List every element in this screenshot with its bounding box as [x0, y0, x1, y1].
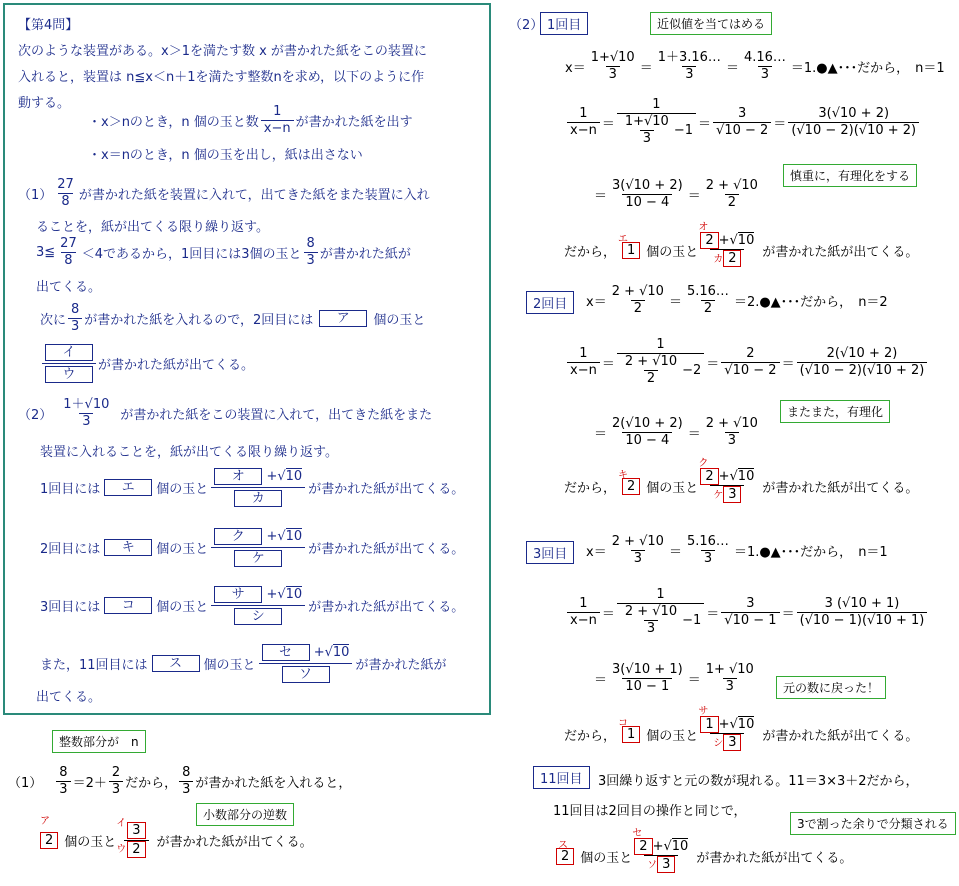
r1-frac-a-num: 1+√10 [590, 50, 635, 65]
r3-ans-ko: 1 [622, 726, 640, 743]
row-1-plus: + [266, 469, 278, 484]
sol1-frac-2 [109, 765, 123, 798]
r1-complex-frac [617, 97, 696, 147]
row-1-fraction: オ +√10 カ [214, 468, 302, 507]
q1-ineq-fraction-2 [304, 236, 318, 269]
intro-line-2: 入れると，装置は n≦x＜n＋1を満たす整数nを求め，以下のように作 [18, 70, 425, 85]
row-1-mid: 個の玉と [156, 482, 209, 497]
q1-ineq-mid: ＜4であるから，1回目には3個の玉と [81, 247, 302, 262]
r3-step-b-den: √10 − 1 [721, 612, 779, 629]
answer-box-e[interactable]: エ [104, 479, 152, 496]
q1-line-4: 出てくる。 [36, 280, 102, 295]
r1-inner-den: 3 [640, 130, 654, 147]
sol1-ans-i: 3 [127, 822, 145, 839]
sol1-eq-post2: が書かれた紙を入れると， [195, 776, 352, 791]
q1-num: 27 [57, 177, 74, 192]
kana-a: ア [40, 816, 50, 827]
intro-line-1: 次のような装置がある。x＞1を満たす数 x が書かれた紙をこの装置に [18, 44, 427, 59]
callout-rationalize: 慎重に，有理化をする [783, 164, 917, 187]
q1-last [40, 344, 254, 383]
r3-frac-a-num: 2 + √10 [611, 534, 664, 549]
r2-complex-frac [617, 337, 704, 387]
row-2-fraction: ク +√10 ケ [214, 528, 302, 567]
r1-ans-sqrt: 10 [737, 233, 755, 248]
r1-frac-c-den: 3 [758, 66, 772, 83]
row-3-mid: 個の玉と [156, 600, 209, 615]
q1-ineq-fraction [57, 236, 80, 269]
r1-frac-b-num: 1＋3.16… [657, 50, 721, 65]
r11-mid: 個の玉と [580, 850, 633, 866]
sol1-post: が書かれた紙が出てくる。 [156, 834, 313, 850]
r11-ans-sqrt: 10 [671, 839, 689, 854]
q1-text-1: が書かれた紙を装置に入れて，出てきた紙をまた装置に入れ [78, 188, 430, 203]
sol1-mid: 個の玉と [64, 834, 117, 850]
row-3-plus: + [266, 587, 278, 602]
row-11-line-2: 出てくる。 [36, 690, 102, 705]
r1-step-b-num: 3 [738, 105, 747, 121]
r2-step-c-num: 2(√10 + 2) [826, 345, 898, 361]
row-3-sqrt: 10 [285, 587, 303, 602]
r2-ans-ke: 3 [723, 486, 741, 503]
q1-ineq-fden: 3 [304, 252, 318, 269]
q2-row-3 [40, 586, 464, 625]
label-round-11: 11回目 [533, 766, 590, 789]
q2-den: 3 [79, 413, 93, 430]
r2-step-b [721, 346, 779, 379]
sol1-frac-1-num: 8 [59, 765, 68, 780]
r2-answer [564, 458, 919, 504]
sol1-frac-3 [179, 765, 193, 798]
q1-last-text: が書かれた紙が出てくる。 [98, 358, 255, 373]
r2-frac-a-num: 2 + √10 [611, 284, 664, 299]
intro-line-3: 動する。 [18, 96, 71, 111]
r1-post: が書かれた紙が出てくる。 [762, 244, 919, 260]
rule-1-post: が書かれた紙を出す [295, 115, 413, 130]
row-2-sqrt: 10 [285, 529, 303, 544]
r1-frac-c [741, 50, 789, 83]
r2-frac-b-den: 2 [701, 300, 715, 317]
rule-1-num: 1 [273, 104, 282, 119]
row-2-plus: + [266, 529, 278, 544]
kana-se: セ [632, 828, 643, 839]
r2-step-e-num: 2 + √10 [705, 416, 758, 431]
label-round-1: 1回目 [540, 12, 588, 35]
r2-step-b-num: 2 [746, 345, 755, 361]
r3-step-c-num: 3 (√10 + 1) [824, 595, 900, 611]
r3-post: が書かれた紙が出てくる。 [762, 728, 919, 744]
r1-step-e-num: 2 + √10 [705, 178, 758, 193]
r1-inv [567, 106, 600, 139]
r3-complex-frac [617, 587, 704, 637]
r3-ans-sa: 1 [700, 716, 718, 733]
r2-simplify-line: ＝ $\frac{2(√10 + 2)}{10 - 4}$ ＝ $\frac{2 + √10}{3}$ [594, 416, 763, 449]
r11-ans-su: 2 [556, 848, 574, 865]
callout-remainder: 3で割った余りで分類される [790, 812, 956, 835]
q1-next-mid: が書かれた紙を入れるので，2回目には [84, 313, 314, 328]
callout-rationalize-2: またまた，有理化 [780, 400, 890, 423]
r11-ans-se: 2 [634, 838, 652, 855]
kana-su: ス [558, 839, 568, 851]
label-round-2: 2回目 [526, 291, 574, 314]
r2-inner-frac [622, 354, 680, 387]
r2-mid: 個の玉と [646, 480, 699, 496]
r3-simplify-line: ＝ $\frac{3(√10 + 1)}{10 - 1}$ ＝ $\frac{1+ √10}{3}$ [594, 662, 759, 695]
r2-step-b-den: √10 − 2 [721, 362, 779, 379]
sol1-ans-fraction [116, 818, 148, 858]
row-11-post: が書かれた紙が [355, 658, 447, 673]
r1-frac-b [655, 50, 724, 83]
r3-mid: 個の玉と [646, 728, 699, 744]
r3-frac-a [609, 534, 667, 567]
sol1-frac-3-den: 3 [179, 781, 193, 798]
row-1-sqrt: 10 [285, 469, 303, 484]
q1-next-den: 3 [68, 318, 82, 335]
r3-frac-b-den: 3 [701, 550, 715, 567]
r1-ans-fraction: オ 2 +√10 カ 2 [698, 222, 755, 266]
r3-step-b-num: 3 [746, 595, 755, 611]
r2-x-line: x＝ $\frac{2 + √10}{2}$ ＝ $\frac{5.16\dots}{2}$ ＝2.●▲･･･だから， n＝2 [586, 284, 888, 316]
r1-step-c-den: (√10 − 2)(√10 + 2) [788, 122, 919, 139]
row-11-sqrt: 10 [332, 645, 350, 660]
row-11-mid: 個の玉と [203, 658, 256, 673]
r3-step-b [721, 596, 779, 629]
kana-ka: カ [713, 254, 724, 265]
kana-ku: ク [698, 458, 709, 469]
r11-ans-plus: + [652, 839, 664, 854]
row-2-mid: 個の玉と [156, 542, 209, 557]
answer-box-sa[interactable]: サ [214, 586, 262, 603]
sol1-mark: （1） [8, 776, 43, 791]
r2-ans-ki: 2 [622, 478, 640, 495]
r2-step-e [703, 416, 761, 449]
q1-line-1 [18, 177, 430, 210]
r1-frac-b-den: 3 [682, 66, 696, 83]
q2-row-2 [40, 528, 464, 567]
kana-ko: コ [618, 717, 629, 729]
q2-fraction [60, 397, 112, 430]
q1-next-fraction [68, 302, 82, 335]
r3-ans-sqrt: 10 [737, 717, 755, 732]
r11-line-b: 11回目は2回目の操作と同じで， [553, 804, 747, 819]
r2-step-c-den: (√10 − 2)(√10 + 2) [797, 362, 928, 379]
r1-ans-plus: + [718, 233, 730, 248]
r3-inv [567, 596, 600, 629]
rule-1-fraction [261, 104, 294, 137]
r1-dakara: だから， [564, 244, 617, 260]
r3-frac-a-den: 3 [631, 550, 645, 567]
r3-step-d-den: 10 − 1 [622, 678, 672, 695]
rule-2: ・x＝nのとき，n 個の玉を出し，紙は出さない [88, 148, 363, 163]
r3-inv-num: 1 [579, 595, 588, 611]
r1-step-e [703, 178, 761, 211]
r2-frac-a-den: 2 [631, 300, 645, 317]
row-11-fraction: セ +√10 ソ [262, 644, 350, 683]
r2-complex-num: 1 [656, 337, 665, 352]
kana-i: イ [116, 818, 127, 829]
r1-inner-minus: −1 [673, 122, 694, 138]
answer-box-ko[interactable]: コ [104, 597, 152, 614]
r2-inner-den: 2 [644, 370, 658, 387]
row-1-pre: 1回目には [40, 482, 101, 497]
sol1-frac-3-num: 8 [182, 765, 191, 780]
r3-step-c [797, 596, 928, 629]
q1-answer-fraction [42, 344, 96, 383]
r1-step-d-den: 10 − 4 [622, 194, 672, 211]
answer-box-ku[interactable]: ク [214, 528, 262, 545]
callout-back-to-original: 元の数に戻った！ [776, 676, 886, 699]
r3-step-e [703, 662, 757, 695]
sol1-frac-1-den: 3 [56, 781, 70, 798]
r2-inverse-line: $\frac{1}{x-n}$ ＝ 1 $\frac{2 + √10}{2}$ −2 ＝ $\frac{2}{√10 - 2}$ ＝ $\frac{2(√10 + 2)}{(√10 - 2)(√10 + 2)}$ [565, 337, 929, 387]
r3-ans-shi: 3 [723, 734, 741, 751]
sol1-eq-post: だから， [125, 776, 178, 791]
r1-ans-e: 1 [622, 242, 640, 259]
q1-fraction [54, 177, 77, 210]
r2-ans-ku: 2 [700, 468, 718, 485]
row-2-pre: 2回目には [40, 542, 101, 557]
r1-simplify-line: ＝ $\frac{3(√10 + 2)}{10 - 4}$ ＝ $\frac{2 + √10}{2}$ [594, 178, 763, 211]
r2-x-eq: x＝ [586, 295, 607, 310]
row-3-pre: 3回目には [40, 600, 101, 615]
r11-ans-fraction: セ 2 +√10 ソ 3 [632, 828, 689, 872]
sol2-mark: （2） [509, 18, 544, 33]
r3-step-e-num: 1+ √10 [705, 662, 754, 677]
q2-line-1 [18, 397, 432, 430]
r2-step-d [609, 416, 686, 449]
answer-box-su[interactable]: ス [152, 655, 200, 672]
sol1-eq: ＝2＋ [72, 776, 107, 791]
r3-x-eq: x＝ [586, 545, 607, 560]
r3-frac-b [684, 534, 732, 567]
r3-inner-num: 2 + √10 [624, 604, 678, 619]
kana-e: エ [618, 233, 629, 245]
r3-step-d [609, 662, 686, 695]
q2-row-11 [40, 644, 446, 683]
r3-dakara: だから， [564, 728, 617, 744]
r1-x-eq: x＝ [565, 61, 586, 76]
r2-step-d-den: 10 − 4 [622, 432, 672, 449]
r1-step-e-den: 2 [725, 194, 739, 211]
r1-n: n＝1 [915, 61, 945, 76]
r1-step-d-num: 3(√10 + 2) [612, 178, 683, 193]
r3-step-d-num: 3(√10 + 1) [612, 662, 683, 677]
label-round-3: 3回目 [526, 541, 574, 564]
r2-frac-b [684, 284, 732, 317]
r1-step-c-num: 3(√10 + 2) [818, 105, 890, 121]
kana-ki: キ [618, 469, 629, 481]
r1-ans-ka: 2 [723, 250, 741, 267]
r11-post: が書かれた紙が出てくる。 [696, 850, 853, 866]
callout-integer-part: 整数部分が n [52, 730, 146, 753]
r3-step-e-den: 3 [723, 678, 737, 695]
q2-line-2: 装置に入れることを，紙が出てくる限り繰り返す。 [40, 445, 338, 460]
r3-inner-den: 3 [644, 620, 658, 637]
q1-ineq [36, 236, 411, 269]
r1-complex-num: 1 [652, 97, 661, 112]
r1-step-b [713, 106, 771, 139]
q1-ineq-pre: 3≦ [36, 245, 56, 260]
rule-1-den: x−n [261, 120, 294, 137]
r1-answer [564, 222, 919, 268]
answer-box-a[interactable]: ア [319, 310, 367, 327]
answer-box-se[interactable]: セ [262, 644, 310, 661]
r11-line-a: 3回繰り返すと元の数が現れる。11＝3×3＋2だから， [598, 774, 919, 789]
r1-mid: 個の玉と [646, 244, 699, 260]
r3-inverse-line: $\frac{1}{x-n}$ ＝ 1 $\frac{2 + √10}{3}$ −1 ＝ $\frac{3}{√10 - 1}$ ＝ $\frac{3 (√10 + 1)}{(√10 - 1)(√10 + 1)}$ [565, 587, 929, 637]
answer-box-ke[interactable]: ケ [234, 550, 282, 567]
r1-step-d [609, 178, 686, 211]
r3-x-line: x＝ $\frac{2 + √10}{3}$ ＝ $\frac{5.16\dots}{3}$ ＝1.●▲･･･だから， n＝1 [586, 534, 888, 566]
answer-box-ki[interactable]: キ [104, 539, 152, 556]
q1-next [40, 302, 425, 335]
sol1-equation [8, 765, 351, 798]
answer-box-i[interactable]: イ [45, 344, 93, 361]
row-2-post: が書かれた紙が出てくる。 [308, 542, 465, 557]
callout-approx: 近似値を当てはめる [650, 12, 772, 35]
r3-inv-den: x−n [567, 612, 600, 629]
q1-mark: （1） [18, 188, 53, 203]
q1-next-post: 個の玉と [373, 313, 426, 328]
r1-inner-num: 1+√10 [624, 114, 669, 129]
r2-step-c [797, 346, 928, 379]
answer-box-o[interactable]: オ [214, 468, 262, 485]
sol1-ans-u: 2 [127, 841, 145, 858]
row-3-post: が書かれた紙が出てくる。 [308, 600, 465, 615]
q1-den: 8 [58, 193, 72, 210]
r2-inner-minus: −2 [682, 362, 702, 378]
rule-1-pre: ・x＞nのとき，n 個の玉と数 [88, 115, 259, 130]
row-11-pre: また，11回目には [40, 658, 148, 673]
r1-inverse-line: $\frac{1}{x-n}$ ＝ 1 $\frac{1+√10}{3}$ −1 ＝ $\frac{3}{√10 - 2}$ ＝ $\frac{3(√10 + 2)}{(√10 - 2)(√10 + 2)}$ [565, 97, 921, 147]
q1-next-pre: 次に [40, 313, 67, 328]
r1-x-line: x＝ $\frac{1+√10}{3}$ ＝ $\frac{1+3.16\dots}{3}$ ＝ $\frac{4.16\dots}{3}$ ＝1.●▲･･･だから， n＝1 [565, 50, 945, 82]
kana-o: オ [698, 222, 709, 233]
r1-frac-c-num: 4.16… [743, 50, 786, 65]
r2-step-e-den: 3 [725, 432, 739, 449]
r3-frac-b-num: 5.16… [686, 534, 729, 549]
q2-mark: （2） [18, 408, 53, 423]
q1-next-num: 8 [71, 302, 80, 317]
r3-answer [564, 706, 919, 752]
q1-ineq-fnum: 8 [306, 236, 315, 251]
r2-ans-plus: + [718, 469, 730, 484]
r1-inv-num: 1 [579, 105, 588, 121]
row-3-fraction: サ +√10 シ [214, 586, 302, 625]
r3-inner-frac [622, 604, 680, 637]
r11-answer [556, 828, 853, 874]
r11-ans-so: 3 [657, 856, 675, 873]
r2-frac-a [609, 284, 667, 317]
kana-sa: サ [698, 706, 709, 717]
r2-dakara: だから， [564, 480, 617, 496]
r3-n: n＝1 [858, 545, 888, 560]
r2-tail: ＝2.●▲･･･だから， [733, 295, 853, 310]
r2-step-d-num: 2(√10 + 2) [612, 416, 683, 431]
sol1-ans-a: 2 [40, 832, 58, 849]
callout-reciprocal: 小数部分の逆数 [196, 803, 294, 826]
r3-step-c-den: (√10 − 1)(√10 + 1) [797, 612, 928, 629]
q2-row-1 [40, 468, 464, 507]
kana-ke: ケ [713, 490, 724, 501]
r2-inv-den: x−n [567, 362, 600, 379]
r3-complex-num: 1 [656, 587, 665, 602]
r1-step-c [788, 106, 919, 139]
q1-ineq-post: が書かれた紙が [319, 247, 411, 262]
r1-inv-den: x−n [567, 122, 600, 139]
r2-inv [567, 346, 600, 379]
rule-1 [88, 104, 413, 137]
sol1-frac-1 [56, 765, 70, 798]
kana-so: ソ [647, 860, 658, 871]
q1-ineq-den: 8 [61, 252, 75, 269]
r2-ans-sqrt: 10 [737, 469, 755, 484]
r2-ans-fraction: ク 2 +√10 ケ 3 [698, 458, 755, 502]
r1-tail: ＝1.●▲･･･だから， [790, 61, 910, 76]
answer-box-ka[interactable]: カ [234, 490, 282, 507]
row-11-plus: + [313, 645, 325, 660]
r3-tail: ＝1.●▲･･･だから， [733, 545, 853, 560]
r3-ans-fraction: サ 1 +√10 シ 3 [698, 706, 755, 750]
r2-post: が書かれた紙が出てくる。 [762, 480, 919, 496]
kana-u: ウ [116, 844, 127, 855]
sol1-frac-2-den: 3 [109, 781, 123, 798]
r1-step-b-den: √10 − 2 [713, 122, 771, 139]
answer-box-shi[interactable]: シ [234, 608, 282, 625]
r3-inner-minus: −1 [682, 612, 702, 628]
r2-inner-num: 2 + √10 [624, 354, 678, 369]
r2-inv-num: 1 [579, 345, 588, 361]
answer-box-so[interactable]: ソ [282, 666, 330, 683]
answer-box-u[interactable]: ウ [45, 366, 93, 383]
row-1-post: が書かれた紙が出てくる。 [308, 482, 465, 497]
r1-ans-o: 2 [700, 232, 718, 249]
r1-frac-a-den: 3 [606, 66, 620, 83]
r2-frac-b-num: 5.16… [686, 284, 729, 299]
sol1-answer [40, 816, 313, 858]
r3-ans-plus: + [718, 717, 730, 732]
q1-line-2: ることを，紙が出てくる限り繰り返す。 [36, 220, 269, 235]
q2-num: 1＋√10 [63, 397, 110, 412]
q1-ineq-num: 27 [60, 236, 77, 251]
r1-inner-frac [622, 114, 672, 147]
kana-shi: シ [713, 738, 724, 749]
problem-title: 【第4問】 [18, 18, 79, 33]
q2-text-1: が書かれた紙をこの装置に入れて，出てきた紙をまた [120, 408, 433, 423]
r2-n: n＝2 [858, 295, 888, 310]
r1-frac-a [588, 50, 638, 83]
sol1-frac-2-num: 2 [111, 765, 121, 780]
